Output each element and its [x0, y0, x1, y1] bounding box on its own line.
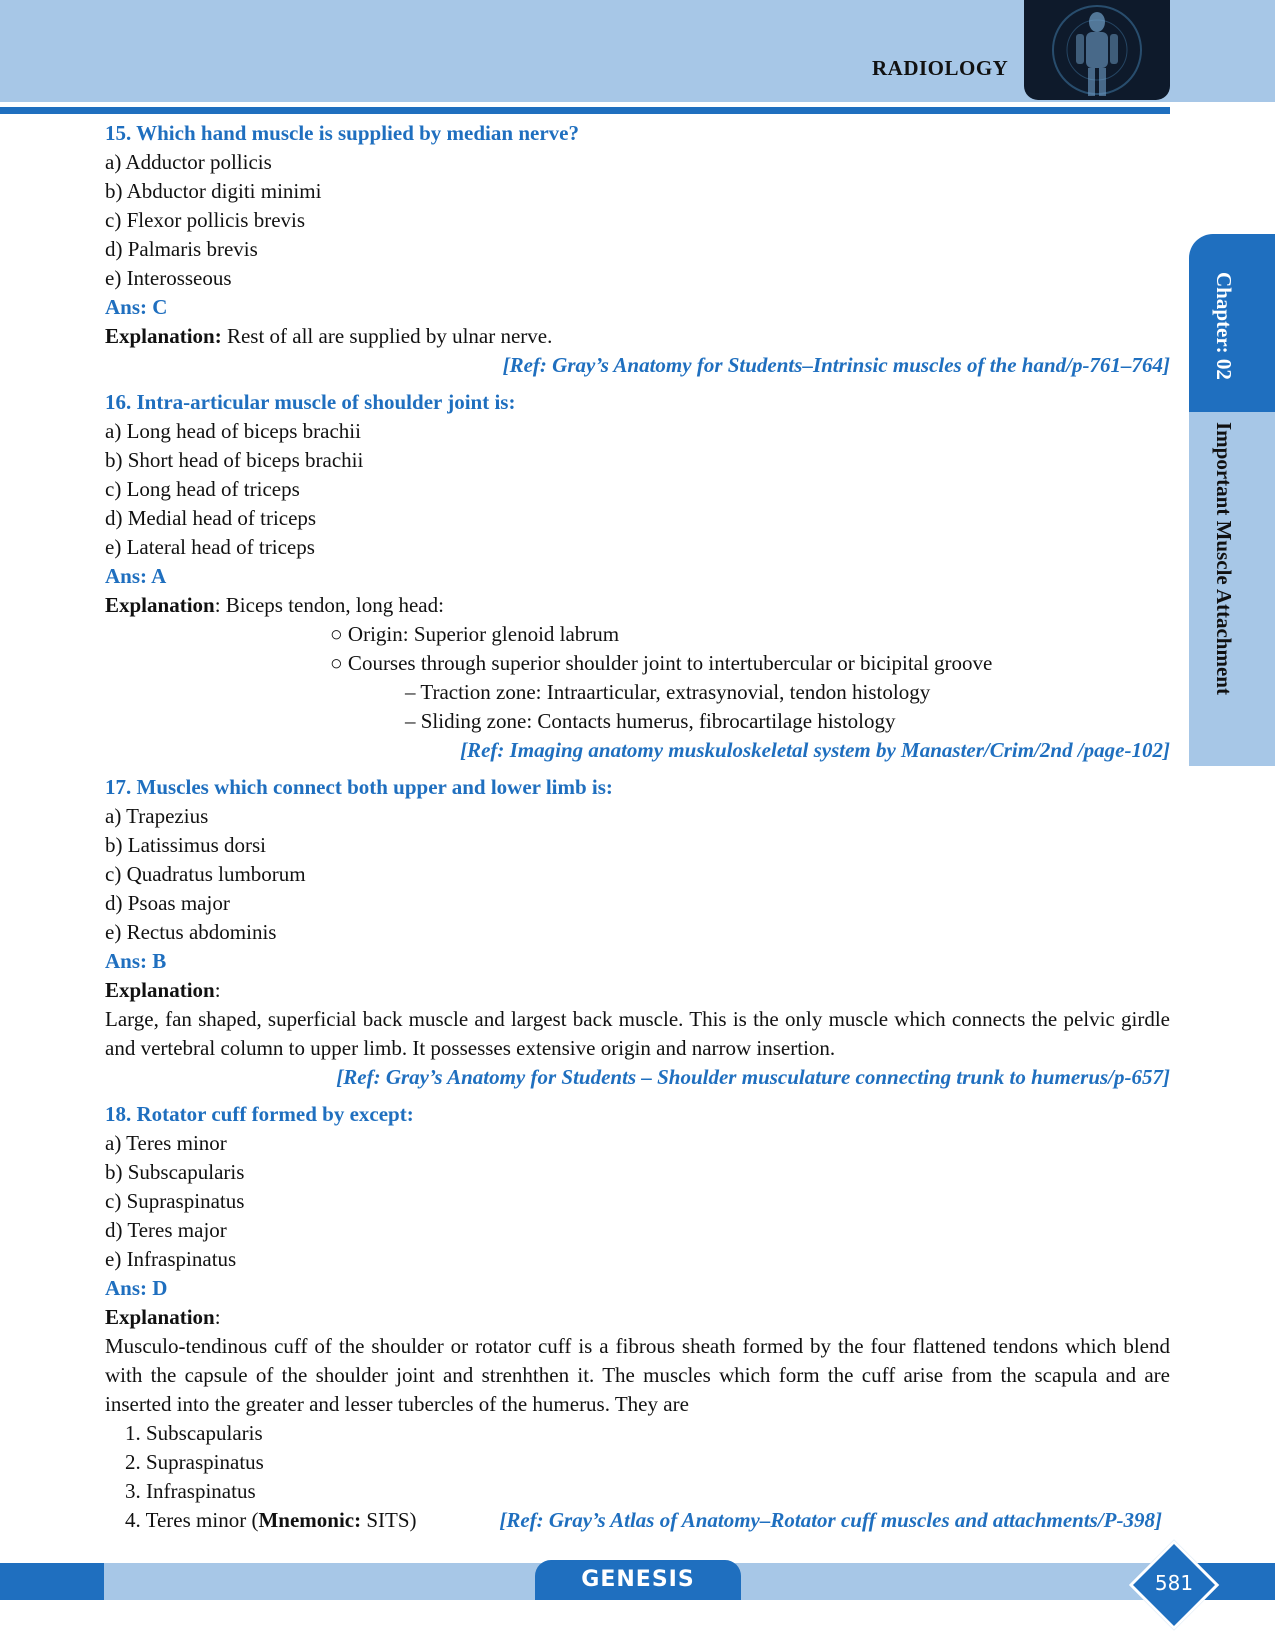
mnemonic-label: Mnemonic:: [258, 1508, 362, 1532]
option: b) Abductor digiti minimi: [105, 179, 322, 203]
list-item-text: 4. Teres minor (: [125, 1508, 259, 1532]
explanation-17-text: Large, fan shaped, superficial back muscle and largest back muscle. This is the only muscle which connects the pelvic girdle and vertebral column to upper limb. It possesses extensive origin and narrow insertion.: [105, 1007, 1170, 1060]
sub-bullet-item: – Sliding zone: Contacts humerus, fibrocartilage histology: [405, 709, 896, 733]
option: b) Short head of biceps brachii: [105, 448, 364, 472]
question-15: 15. Which hand muscle is supplied by median nerve?: [105, 121, 579, 145]
reference-15: [Ref: Gray’s Anatomy for Students–Intrinsic muscles of the hand/p-761–764]: [502, 353, 1170, 377]
option: c) Supraspinatus: [105, 1189, 245, 1213]
explanation-16: [105, 591, 1170, 620]
option: e) Interosseous: [105, 266, 232, 290]
topic-label: Important Muscle Attachment: [1212, 422, 1236, 695]
option: c) Flexor pollicis brevis: [105, 208, 306, 232]
bullet-item: ○ Origin: Superior glenoid labrum: [330, 622, 620, 646]
reference-16: [Ref: Imaging anatomy muskuloskeletal system by Manaster/Crim/2nd /page-102]: [460, 738, 1170, 762]
option: e) Infraspinatus: [105, 1247, 237, 1271]
chapter-tab: [1189, 234, 1275, 412]
page-content: [105, 119, 1170, 1535]
running-header-title: RADIOLOGY: [872, 56, 1009, 80]
option: b) Latissimus dorsi: [105, 833, 266, 857]
option: e) Lateral head of triceps: [105, 535, 315, 559]
reference-18: [Ref: Gray’s Atlas of Anatomy–Rotator cuff muscles and attachments/P-398]: [499, 1508, 1162, 1532]
explanation-15: [105, 322, 1170, 351]
option: c) Quadratus lumborum: [105, 862, 306, 886]
answer-17: Ans: B: [105, 949, 167, 973]
option: d) Teres major: [105, 1218, 227, 1242]
option: b) Subscapularis: [105, 1160, 245, 1184]
explanation-18-heading: [105, 1303, 1170, 1332]
option: e) Rectus abdominis: [105, 920, 277, 944]
list-item: 1. Subscapularis: [125, 1421, 263, 1445]
list-item: 3. Infraspinatus: [125, 1479, 256, 1503]
sub-bullet-item: – Traction zone: Intraarticular, extrasynovial, tendon histology: [405, 680, 931, 704]
explanation-colon: :: [214, 978, 221, 1002]
list-item: 2. Supraspinatus: [125, 1450, 264, 1474]
reference-17: [Ref: Gray’s Anatomy for Students – Shoulder musculature connecting trunk to humerus/p-657]: [336, 1065, 1170, 1089]
question-18: 18. Rotator cuff formed by except:: [105, 1102, 414, 1126]
option: d) Medial head of triceps: [105, 506, 317, 530]
answer-16: Ans: A: [105, 564, 167, 588]
question-16: 16. Intra-articular muscle of shoulder joint is:: [105, 390, 516, 414]
explanation-text: Rest of all are supplied by ulnar nerve.: [221, 324, 553, 348]
mnemonic-value: SITS): [361, 1508, 417, 1532]
option: d) Psoas major: [105, 891, 230, 915]
explanation-label: Explanation:: [105, 324, 222, 348]
topic-tab: [1189, 412, 1275, 766]
option: a) Long head of biceps brachii: [105, 419, 361, 443]
explanation-colon: :: [214, 1305, 221, 1329]
option: a) Trapezius: [105, 804, 209, 828]
explanation-18-text: Musculo-tendinous cuff of the shoulder or rotator cuff is a fibrous sheath formed by the four flattened tendons which blend with the capsule of the shoulder joint and strenhthen it. The muscles which form the cuff arise from the scapula and are inserted into the greater and lesser tubercles of the humerus. They are: [105, 1334, 1170, 1416]
header-anatomy-image: [1024, 0, 1170, 100]
page-number: 581: [1154, 1571, 1194, 1595]
bullet-item: ○ Courses through superior shoulder joint to intertubercular or bicipital groove: [330, 651, 993, 675]
explanation-label: Explanation: [105, 593, 215, 617]
option: a) Teres minor: [105, 1131, 227, 1155]
answer-15: Ans: C: [105, 295, 168, 319]
explanation-label: Explanation: [105, 1305, 215, 1329]
list-item-with-reference: [105, 1506, 1170, 1535]
option: c) Long head of triceps: [105, 477, 300, 501]
footer-left-block: [0, 1563, 104, 1600]
chapter-label: Chapter: 02: [1212, 272, 1236, 380]
question-17: 17. Muscles which connect both upper and lower limb is:: [105, 775, 613, 799]
answer-18: Ans: D: [105, 1276, 168, 1300]
header-rule: [0, 107, 1170, 114]
footer-brand-logo: GENESIS: [535, 1560, 741, 1600]
explanation-label: Explanation: [105, 978, 215, 1002]
option: d) Palmaris brevis: [105, 237, 258, 261]
list-item-last: [125, 1506, 417, 1535]
explanation-text: : Biceps tendon, long head:: [214, 593, 444, 617]
option: a) Adductor pollicis: [105, 150, 272, 174]
explanation-17-heading: [105, 976, 1170, 1005]
